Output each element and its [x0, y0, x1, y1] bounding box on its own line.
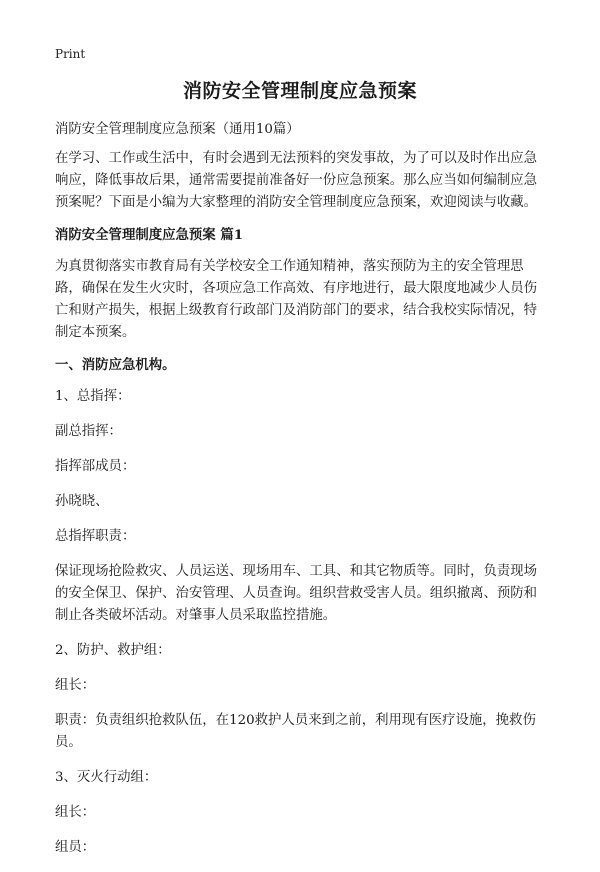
commander-duties-paragraph: 保证现场抢险救灾、人员运送、现场用车、工具、和其它物质等。同时，负责现场的安全保卫、保护、治安管理、人员查询。组织营救受害人员。组织撤离、预防和制止各类破坏活动。对肇事人员采取监控措施。 — [55, 564, 538, 623]
firefighting-group-heading: 3、灭火行动组： — [55, 770, 158, 785]
member-name-line: 孙晓晓、 — [55, 494, 109, 509]
intro-paragraph: 在学习、工作或生活中，有时会遇到无法预料的突发事故，为了可以及时作出应急响应，降低事故后果，通常需要提前准备好一份应急预案。那么应当如何编制应急预案呢？下面是小编为大家整理的消防安全管理制度应急预案，欢迎阅读与收藏。 — [55, 151, 538, 210]
commander-duties-heading: 总指挥职责： — [55, 529, 136, 544]
rescue-group-heading: 2、防护、救护组： — [55, 643, 171, 658]
print-link[interactable]: Print — [55, 47, 86, 61]
commander-line: 1、总指挥： — [55, 389, 131, 404]
firefighting-group-members-line: 组员： — [55, 840, 96, 855]
document-body — [55, 119, 547, 872]
purpose-paragraph: 为真贯彻落实市教育局有关学校安全工作通知精神，落实预防为主的安全管理思路，确保在发生火灾时，各项应急工作高效、有序地进行，最大限度地减少人员伤亡和财产损失，根据上级教育行政部门及消防部门的要求，结合我校实际情况，特制定本预案。 — [55, 259, 538, 340]
org-heading: 一、消防应急机构。 — [55, 357, 176, 373]
section-heading: 消防安全管理制度应急预案 篇1 — [55, 227, 244, 243]
document-subtitle: 消防安全管理制度应急预案（通用10篇） — [55, 122, 300, 137]
rescue-group-duties-paragraph: 职责：负责组织抢救队伍，在120救护人员来到之前，利用现有医疗设施，挽救伤员。 — [55, 713, 536, 750]
deputy-commander-line: 副总指挥： — [55, 424, 122, 439]
rescue-group-leader-line: 组长： — [55, 678, 96, 693]
firefighting-group-leader-line: 组长： — [55, 805, 96, 820]
command-members-line: 指挥部成员： — [55, 459, 136, 474]
page-title: 消防安全管理制度应急预案 — [182, 80, 417, 102]
